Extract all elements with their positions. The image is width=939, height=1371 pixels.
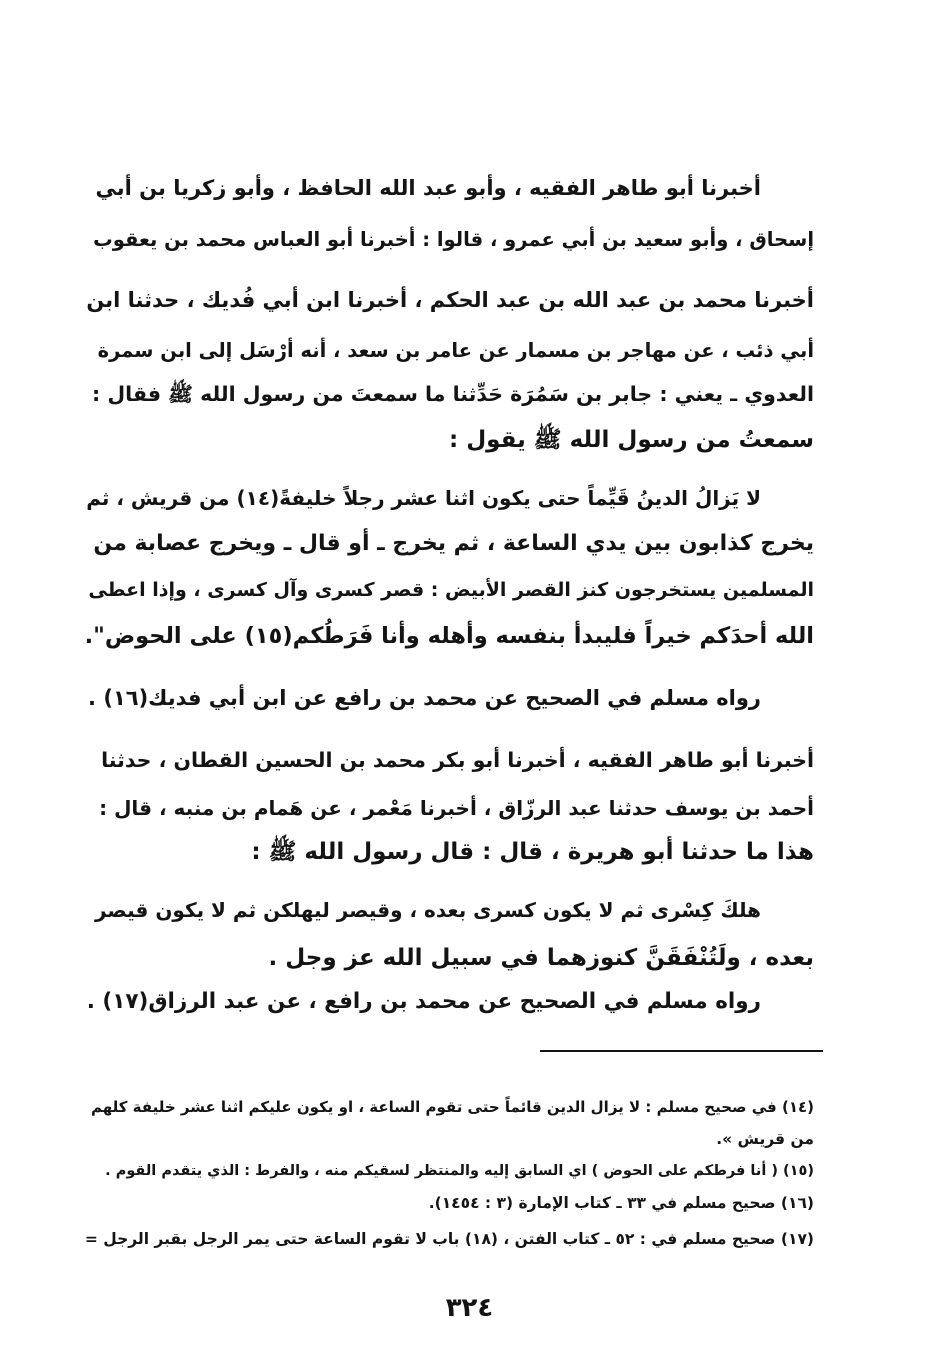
footnote-line: (١٦) صحيح مسلم في ٣٣ ـ كتاب الإمارة (٣ : ١٤٥٤). — [428, 1194, 814, 1212]
text-line: أبي ذئب ، عن مهاجر بن مسمار عن عامر بن سعد ، أنه أرْسَل إلى ابن سمرة — [97, 339, 814, 362]
page-number: ٣٢٤ — [445, 1293, 494, 1323]
text-line: هلكَ كِسْرى ثم لا يكون كسرى بعده ، وقيصر ليهلكن ثم لا يكون قيصر — [94, 898, 761, 922]
text-line: يخرج كذابون بين يدي الساعة ، ثم يخرج ـ أو قال ـ ويخرج عصابة من — [93, 531, 814, 556]
text-line: أخبرنا محمد بن عبد الله بن عبد الحكم ، أخبرنا ابن أبي فُديك ، حدثنا ابن — [86, 288, 814, 312]
footnote-separator — [540, 1050, 823, 1052]
text-line: المسلمين يستخرجون كنز القصر الأبيض : قصر كسرى وآل كسرى ، وإذا اعطى — [88, 579, 814, 601]
text-line: أخبرنا أبو طاهر الفقيه ، وأبو عبد الله الحافظ ، وأبو زكريا بن أبي — [95, 176, 761, 200]
text-line: إسحاق ، وأبو سعيد بن أبي عمرو ، قالوا : أخبرنا أبو العباس محمد بن يعقوب — [93, 228, 814, 251]
text-line: أحمد بن يوسف حدثنا عبد الرزّاق ، أخبرنا مَعْمر ، عن هَمام بن منبه ، قال : — [99, 796, 814, 820]
text-line: هذا ما حدثنا أبو هريرة ، قال : قال رسول الله ﷺ : — [251, 839, 814, 865]
text-line: العدوي ـ يعني : جابر بن سَمُرَة حَدِّثنا ما سمعتَ من رسول الله ﷺ فقال : — [92, 382, 814, 406]
text-line: بعده ، ولَتُنْفَقَنَّ كنوزهما في سبيل الله عز وجل . — [268, 945, 814, 971]
text-line: لا يَزالُ الدينُ قَيِّماً حتى يكون اثنا عشر رجلاً خليفةً(١٤) من قريش ، ثم — [86, 486, 761, 510]
footnote-line: (١٥) ( أنا فرطكم على الحوض ) اي السابق إليه والمنتظر لسقيكم منه ، والفرط : الذي يتقدم القوم . — [105, 1163, 814, 1179]
footnote-line: من قريش ». — [716, 1130, 814, 1148]
footnote-line: (١٧) صحيح مسلم في : ٥٢ ـ كتاب الفتن ، (١٨) باب لا تقوم الساعة حتى يمر الرجل بقبر الرجل = — [84, 1230, 814, 1248]
footnote-line: (١٤) في صحيح مسلم : لا يزال الدين قائماً حتى تقوم الساعة ، او يكون عليكم اثنا عشر خليفة كلهم — [90, 1098, 814, 1116]
text-line: رواه مسلم في الصحيح عن محمد بن رافع عن ابن أبي فديك(١٦) . — [88, 686, 761, 710]
text-line: سمعتُ من رسول الله ﷺ يقول : — [449, 427, 814, 453]
text-line: رواه مسلم في الصحيح عن محمد بن رافع ، عن عبد الرزاق(١٧) . — [86, 989, 761, 1014]
text-line: الله أحدَكم خيراً فليبدأ بنفسه وأهله وأنا فَرَطُكم(١٥) على الحوض". — [84, 623, 814, 649]
text-line: أخبرنا أبو طاهر الفقيه ، أخبرنا أبو بكر محمد بن الحسين القطان ، حدثنا — [101, 748, 814, 772]
